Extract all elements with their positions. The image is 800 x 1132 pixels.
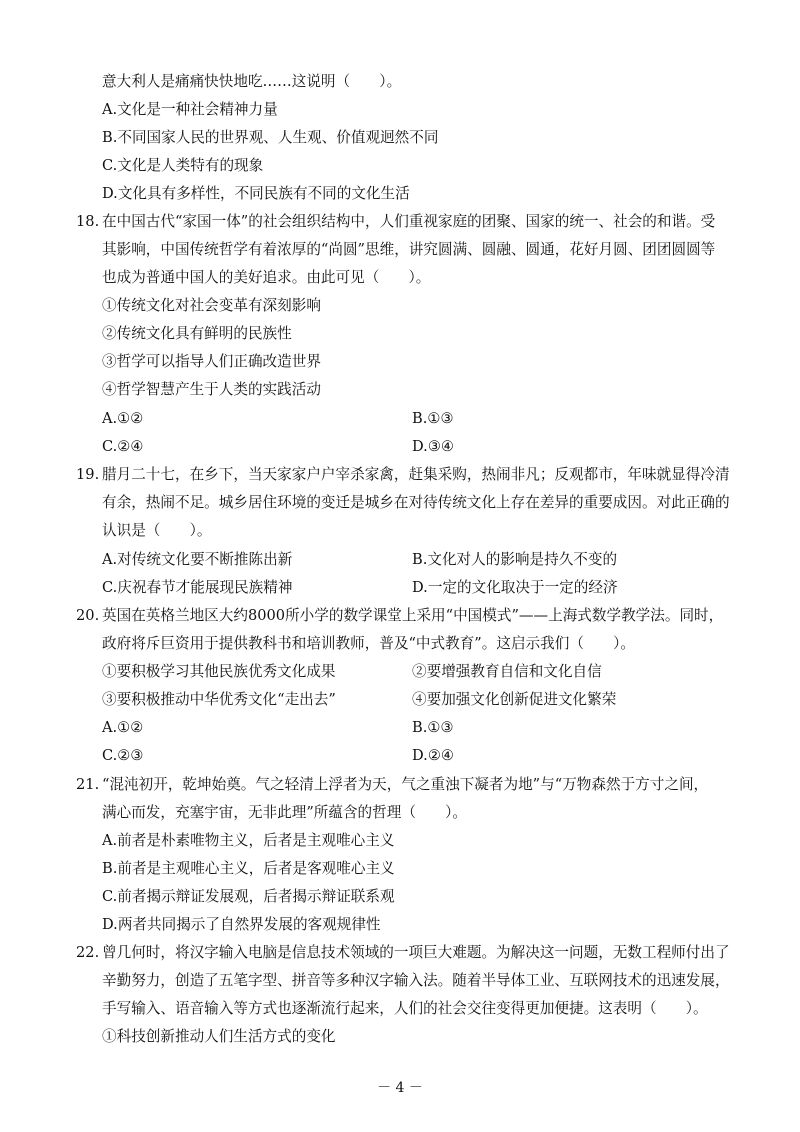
question-number: 18.: [76, 213, 100, 230]
q18-option-b: B.①③: [412, 410, 454, 427]
q19-option-d: D.一定的文化取决于一定的经济: [412, 579, 618, 596]
q20-statement: ②要增强教育自信和文化自信: [412, 663, 602, 680]
q20-option-b: B.①③: [412, 719, 454, 736]
q18-option-a: A.①②: [102, 410, 144, 427]
q20-statement: ①要积极学习其他民族优秀文化成果: [102, 663, 336, 680]
q20-statement: ③要积极推动中华优秀文化“走出去”: [102, 691, 336, 708]
question-number: 21.: [76, 776, 100, 793]
q19-option-b: B.文化对人的影响是持久不变的: [412, 551, 618, 568]
q20-option-c: C.②③: [102, 747, 144, 764]
q18-option-d: D.③④: [412, 438, 454, 455]
q18-option-c: C.②④: [102, 438, 144, 455]
page-number: － 4 －: [377, 1080, 423, 1096]
q20-option-d: D.②④: [412, 747, 454, 764]
question-number: 19.: [76, 466, 100, 483]
q20-option-a: A.①②: [102, 719, 144, 736]
question-number: 20.: [76, 607, 100, 624]
q20-statement: ④要加强文化创新促进文化繁荣: [412, 691, 617, 708]
q19-option-c: C.庆祝春节才能展现民族精神: [102, 579, 293, 596]
q19-option-a: A.对传统文化要不断推陈出新: [102, 551, 293, 568]
question-number: 22.: [76, 944, 100, 961]
exam-page: 意大利人是痛痛快快地吃……这说明（ ）。 A.文化是一种社会精神力量 B.不同国家人民的世界观、人生观、价值观迥然不同 C.文化是人类特有的现象 D.文化具有多样性，不同民族有不同的文化生活 18. 在中国古代“家国一体”的社会组织结构中，人们重视家庭的团聚、国家的统一、社会的和谐。受 其影响，中国传统哲学有着浓厚的“尚圆”思维，讲究圆满、圆融、圆通，花好月圆、团团圆圆等 也成为普通中国人的美好追求。由此可见（ ）。 ①传统文化对社会变革有深刻影响 ②传统文化具有鲜明的民族性 ③哲学可以指导人们正确改造世界 ④哲学智慧产生于人类的实践活动 A.①② B.①③ C.②④ D.③④ 19. 腊月二十七，在乡下，当天家家户户宰杀家禽，赶集采购，热闹非凡；反观都市，年味就显得冷清 有余，热闹不足。城乡居住环境的变迁是城乡在对待传统文化上存在差异的重要成因。对此正确的 认识是（ ）。 A.对传统文化要不断推陈出新 B.文化对人的影响是持久不变的 C.庆祝春节才能展现民族精神 D.一定的文化取决于一定的经济 20. 英国在英格兰地区大约8000所小学的数学课堂上采用“中国模式”——上海式数学教学法。同时， 政府将斥巨资用于提供教科书和培训教师，普及“中式教育”。这启示我们（ ）。 ①要积极学习其他民族优秀文化成果 ②要增强教育自信和文化自信 ③要积极推动中华优秀文化“走出去” ④要加强文化创新促进文化繁荣 A.①② B.①③ C.②③ D.②④ 21. “混沌初开，乾坤始奠。气之轻清上浮者为天，气之重浊下凝者为地”与“万物森然于方寸之间， 满心而发，充塞宇宙，无非此理”所蕴含的哲理（ ）。 A.前者是朴素唯物主义，后者是主观唯心主义 B.前者是主观唯心主义，后者是客观唯心主义 C.前者揭示辩证发展观，后者揭示辩证联系观 D.两者共同揭示了自然界发展的客观规律性 22. 曾几何时，将汉字输入电脑是信息技术领域的一项巨大难题。为解决这一问题，无数工程师付出了 辛勤努力，创造了五笔字型、拼音等多种汉字输入法。随着半导体工业、互联网技术的迅速发展， 手写输入、语音输入等方式也逐渐流行起来，人们的社会交往变得更加便捷。这表明（ ）。 ①科技创新推动人们生活方式的变化 － 4 －: [0, 0, 800, 1132]
